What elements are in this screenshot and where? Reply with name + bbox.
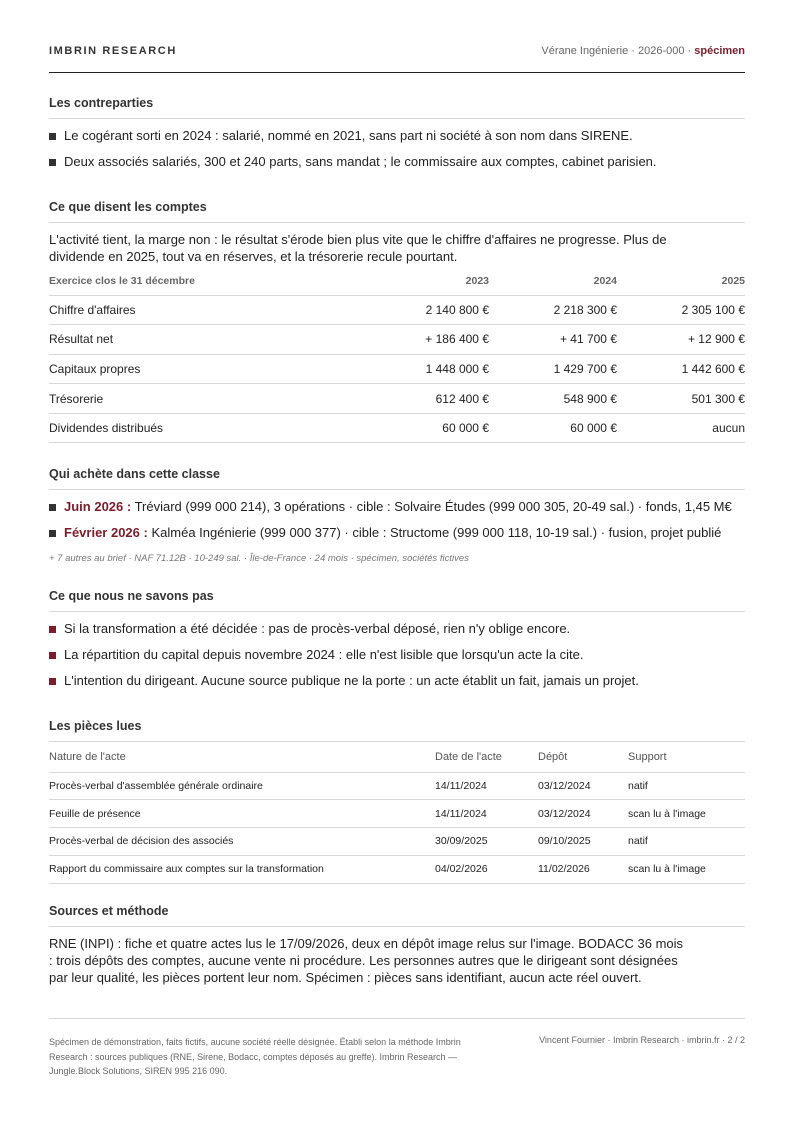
table-cell: 03/12/2024 [538,772,628,800]
section-buyers [49,467,745,564]
table-header-row [49,742,745,772]
table-cell: 03/12/2024 [538,800,628,828]
transaction-date: Février 2026 : [64,525,148,540]
table-cell: + 186 400 € [299,325,489,355]
transaction-date: Juin 2026 : [64,499,132,514]
column-header: Date de l'acte [435,742,538,772]
table-row [49,295,745,325]
table-cell: scan lu à l'image [628,855,745,883]
column-header: Exercice clos le 31 décembre [49,267,299,295]
bullet-square-icon [49,159,56,166]
table-cell: Feuille de présence [49,800,435,828]
table-cell: 501 300 € [617,384,745,414]
item-text: Kalméa Ingénierie (999 000 377) · cible : Structome (999 000 118, 10-19 sal.) · fusion, projet publié [151,525,722,540]
table-cell: 11/02/2026 [538,855,628,883]
column-header: 2023 [299,267,489,295]
table-row [49,384,745,414]
table-cell: 612 400 € [299,384,489,414]
table-cell: + 41 700 € [489,325,617,355]
section-title: Ce que nous ne savons pas [49,589,745,612]
accounts-summary: L'activité tient, la marge non : le résultat s'érode bien plus vite que le chiffre d'affaires ne progresse. Plus de dividende en 2025, tout va en réserves, et la trésorerie recule pourtant. [49,232,667,264]
section-title: Qui achète dans cette classe [49,467,745,490]
bullet-square-icon [49,530,56,537]
table-cell: Résultat net [49,325,299,355]
page-footer [49,1018,745,1076]
table-cell: 14/11/2024 [435,772,538,800]
table-cell: Chiffre d'affaires [49,295,299,325]
section-title: Ce que disent les comptes [49,200,745,223]
footer-disclaimer: Spécimen de démonstration, faits fictifs, aucune société réelle désignée. Établi selon la méthode Imbrin Research : sources publiques (RNE, Sirene, Bodacc, comptes déposés au greffe). Imbrin Research — Jungle.Block Solutions, SIREN 995 216 090. [49,1037,461,1076]
column-header: Nature de l'acte [49,742,435,772]
table-row [49,325,745,355]
table-cell: 1 429 700 € [489,354,617,384]
section-sources [49,904,745,986]
table-cell: 60 000 € [299,413,489,443]
bullet-square-icon [49,678,56,685]
list-item [49,128,745,154]
table-header-row [49,267,745,295]
table-cell: aucun [617,413,745,443]
documents-table [49,742,745,884]
specimen-label: spécimen [694,45,745,57]
table-cell: Procès-verbal d'assemblée générale ordinaire [49,772,435,800]
column-header: Dépôt [538,742,628,772]
section-counterparties [49,96,745,180]
bullet-square-icon [49,504,56,511]
column-header: Support [628,742,745,772]
table-cell: 14/11/2024 [435,800,538,828]
list-item [49,525,745,551]
table-row [49,828,745,856]
table-cell: natif [628,828,745,856]
section-title: Sources et méthode [49,904,745,927]
financials-table [49,267,745,443]
table-row [49,354,745,384]
table-cell: 548 900 € [489,384,617,414]
table-cell: 09/10/2025 [538,828,628,856]
item-text: La répartition du capital depuis novembre 2024 : elle n'est lisible que lorsqu'un acte la cite. [64,647,584,662]
table-cell: natif [628,772,745,800]
bullet-square-icon [49,133,56,140]
section-unknowns [49,589,745,699]
document-reference [541,45,745,57]
page-header [49,44,745,73]
table-cell: 2 218 300 € [489,295,617,325]
table-cell: Rapport du commissaire aux comptes sur la transformation [49,855,435,883]
brand-name: IMBRIN RESEARCH [49,45,177,57]
table-cell: 2 305 100 € [617,295,745,325]
table-row [49,800,745,828]
section-title: Les contreparties [49,96,745,119]
buyers-list [49,499,745,551]
table-cell: 1 442 600 € [617,354,745,384]
footer-author: Vincent Fournier · Imbrin Research · imbrin.fr · 2 / 2 [539,1035,745,1045]
table-cell: 04/02/2026 [435,855,538,883]
list-item [49,647,745,673]
item-text: Le cogérant sorti en 2024 : salarié, nommé en 2021, sans part ni société à son nom dans SIRENE. [64,128,633,143]
list-item [49,499,745,525]
counterparties-list [49,128,745,180]
table-cell: + 12 900 € [617,325,745,355]
table-cell: Procès-verbal de décision des associés [49,828,435,856]
column-header: 2024 [489,267,617,295]
table-cell: Trésorerie [49,384,299,414]
table-row [49,413,745,443]
section-accounts [49,200,745,443]
table-row [49,772,745,800]
item-text: L'intention du dirigeant. Aucune source publique ne la porte : un acte établit un fait, jamais un projet. [64,673,639,688]
list-item [49,621,745,647]
table-cell: Capitaux propres [49,354,299,384]
list-item [49,154,745,180]
table-cell: Dividendes distribués [49,413,299,443]
table-row [49,855,745,883]
buyers-footnote: + 7 autres au brief · NAF 71.12B · 10-249 sal. · Île-de-France · 24 mois · spécimen, sociétés fictives [49,553,469,564]
section-title: Les pièces lues [49,719,745,742]
table-cell: scan lu à l'image [628,800,745,828]
item-text: Tréviard (999 000 214), 3 opérations · cible : Solvaire Études (999 000 305, 20-49 sal.) · fonds, 1,45 M€ [134,499,732,514]
sources-text: RNE (INPI) : fiche et quatre actes lus le 17/09/2026, deux en dépôt image relus sur l'image. BODACC 36 mois : trois dépôts des comptes, aucune vente ni procédure. Les personnes autres que le dirigeant sont désignées par leur qualité, les pièces portent leur nom. Spécimen : pièces sans identifiant, aucun acte réel ouvert. [49,936,684,985]
table-cell: 30/09/2025 [435,828,538,856]
list-item [49,673,745,699]
table-cell: 1 448 000 € [299,354,489,384]
reference-text: Vérane Ingénierie · 2026-000 · [541,45,692,57]
bullet-square-icon [49,626,56,633]
table-cell: 2 140 800 € [299,295,489,325]
bullet-square-icon [49,652,56,659]
unknowns-list [49,621,745,699]
item-text: Deux associés salariés, 300 et 240 parts, sans mandat ; le commissaire aux comptes, cabinet parisien. [64,154,657,169]
item-text: Si la transformation a été décidée : pas de procès-verbal déposé, rien n'y oblige encore. [64,621,571,636]
column-header: 2025 [617,267,745,295]
table-cell: 60 000 € [489,413,617,443]
section-documents [49,719,745,884]
